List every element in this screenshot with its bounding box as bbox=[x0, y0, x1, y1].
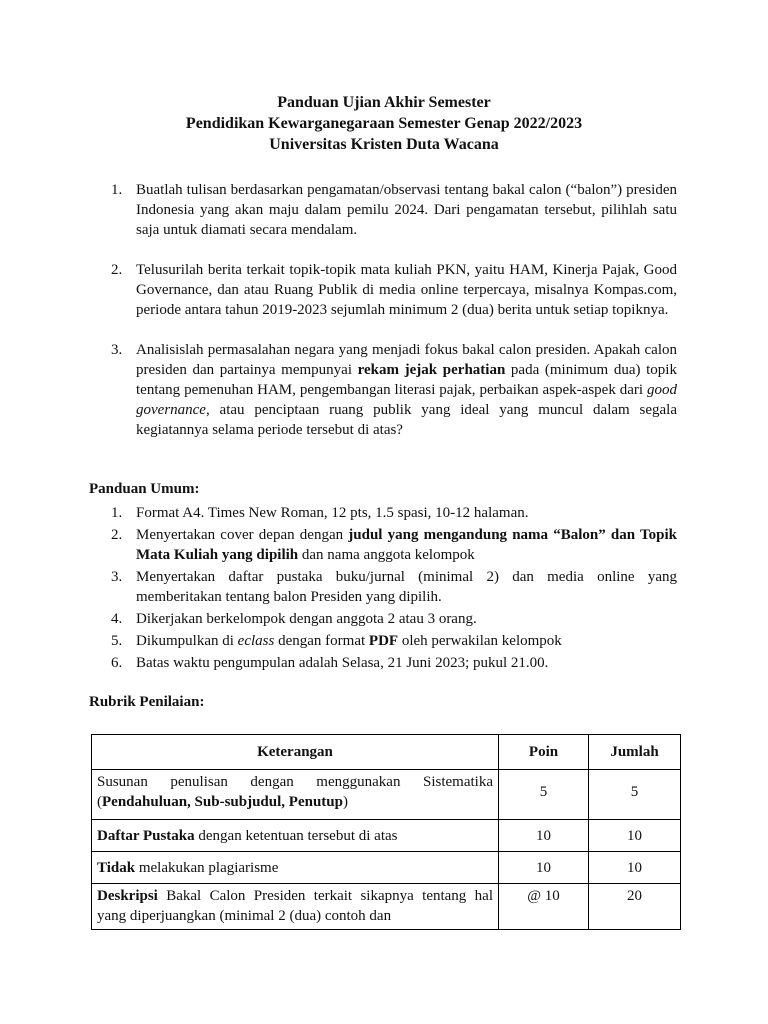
row-poin: 5 bbox=[499, 770, 589, 820]
task-text: Buatlah tulisan berdasarkan pengamatan/observasi tentang bakal calon (“balon”) presiden Indonesia yang akan maju dalam pemilu 2024. Dari pengamatan tersebut, pilihlah satu saja untuk diamati secara mendalam. bbox=[136, 182, 677, 238]
general-item bbox=[111, 609, 677, 629]
row-emphasis: Tidak bbox=[97, 859, 136, 876]
general-item bbox=[111, 503, 677, 523]
task-text: , atau penciptaan ruang publik yang ideal yang muncul dalam segala kegiatannya selama periode tersebut di atas? bbox=[136, 402, 677, 438]
task-item bbox=[111, 260, 677, 320]
row-description bbox=[92, 852, 499, 884]
general-number: 3. bbox=[111, 569, 123, 585]
general-text: Format A4. Times New Roman, 12 pts, 1.5 spasi, 10-12 halaman. bbox=[136, 505, 529, 521]
task-text: pada (minimum dua) topik tentang pemenuhan HAM, pengembangan literasi pajak, perbaikan aspek-aspek dari bbox=[136, 362, 677, 398]
row-poin: 10 bbox=[499, 820, 589, 852]
general-text: dan nama anggota kelompok bbox=[298, 547, 475, 563]
general-emphasis: PDF bbox=[368, 633, 399, 649]
row-emphasis: Pendahuluan, Sub-subjudul, Penutup bbox=[102, 794, 343, 810]
header-jumlah: Jumlah bbox=[589, 735, 681, 770]
rubric-header-row bbox=[92, 735, 681, 770]
row-poin: 10 bbox=[499, 852, 589, 884]
title-line-3: Universitas Kristen Duta Wacana bbox=[269, 136, 499, 153]
task-number: 2. bbox=[111, 262, 123, 278]
rubric-heading: Rubrik Penilaian: bbox=[89, 694, 205, 710]
general-number: 6. bbox=[111, 655, 123, 671]
table-row bbox=[92, 820, 681, 852]
general-number: 2. bbox=[111, 527, 123, 543]
header-keterangan: Keterangan bbox=[92, 735, 499, 770]
row-text: Bakal Calon Presiden terkait sikapnya tentang hal yang diperjuangkan (minimal 2 (dua) contoh dan bbox=[97, 888, 493, 924]
row-jumlah: 5 bbox=[589, 770, 681, 820]
task-list bbox=[111, 180, 677, 460]
row-description bbox=[92, 770, 499, 820]
title-line-2: Pendidikan Kewarganegaraan Semester Genap 2022/2023 bbox=[185, 115, 583, 132]
task-item bbox=[111, 180, 677, 240]
general-text: Menyertakan cover depan dengan bbox=[136, 527, 349, 543]
general-heading: Panduan Umum: bbox=[89, 481, 200, 497]
task-emphasis: rekam jejak perhatian bbox=[357, 362, 506, 378]
general-text: Menyertakan daftar pustaka buku/jurnal (minimal 2) dan media online yang memberitakan tentang balon Presiden yang dipilih. bbox=[136, 569, 677, 605]
general-item bbox=[111, 567, 677, 607]
title-line-1: Panduan Ujian Akhir Semester bbox=[277, 94, 491, 111]
general-item bbox=[111, 653, 677, 673]
general-number: 4. bbox=[111, 611, 123, 627]
task-number: 1. bbox=[111, 182, 123, 198]
general-number: 5. bbox=[111, 633, 123, 649]
general-text: dengan format bbox=[274, 633, 369, 649]
row-jumlah: 10 bbox=[589, 820, 681, 852]
row-text: Susunan penulisan dengan menggunakan Sistematika ( bbox=[97, 774, 493, 810]
general-emphasis: judul yang mengandung nama “Balon” dan Topik Mata Kuliah yang dipilih bbox=[136, 527, 677, 563]
general-item bbox=[111, 525, 677, 565]
general-text: Dikumpulkan di bbox=[136, 633, 238, 649]
general-italic-term: eclass bbox=[237, 633, 275, 649]
general-text: oleh perwakilan kelompok bbox=[398, 633, 562, 649]
general-number: 1. bbox=[111, 505, 123, 521]
table-row bbox=[92, 770, 681, 820]
row-description bbox=[92, 820, 499, 852]
general-item bbox=[111, 631, 677, 651]
table-row bbox=[92, 884, 681, 930]
task-italic-term: good governance bbox=[136, 382, 677, 418]
row-text: ) bbox=[342, 794, 348, 810]
row-emphasis: Deskripsi bbox=[97, 888, 158, 904]
general-list bbox=[111, 503, 677, 675]
document-title bbox=[0, 92, 768, 155]
row-jumlah: 10 bbox=[589, 852, 681, 884]
task-number: 3. bbox=[111, 342, 123, 358]
table-row bbox=[92, 852, 681, 884]
header-poin: Poin bbox=[499, 735, 589, 770]
task-text: Analisislah permasalahan negara yang menjadi fokus bakal calon presiden. Apakah calon presiden dan partainya mempunyai bbox=[136, 342, 677, 378]
row-emphasis: Daftar Pustaka bbox=[97, 827, 195, 844]
row-text: melakukan plagiarisme bbox=[135, 859, 279, 876]
row-text: dengan ketentuan tersebut di atas bbox=[194, 827, 398, 844]
row-poin: @ 10 bbox=[499, 884, 589, 930]
rubric-table bbox=[91, 734, 681, 930]
row-description bbox=[92, 884, 499, 930]
general-text: Batas waktu pengumpulan adalah Selasa, 21 Juni 2023; pukul 21.00. bbox=[136, 655, 549, 671]
task-text: Telusurilah berita terkait topik-topik mata kuliah PKN, yaitu HAM, Kinerja Pajak, Good Governance, dan atau Ruang Publik di media online terpercaya, misalnya Kompas.com, periode antara tahun 2019-2023 sejumlah minimum 2 (dua) berita untuk setiap topiknya. bbox=[136, 262, 677, 318]
row-jumlah: 20 bbox=[589, 884, 681, 930]
general-text: Dikerjakan berkelompok dengan anggota 2 atau 3 orang. bbox=[136, 611, 477, 627]
task-item bbox=[111, 340, 677, 440]
